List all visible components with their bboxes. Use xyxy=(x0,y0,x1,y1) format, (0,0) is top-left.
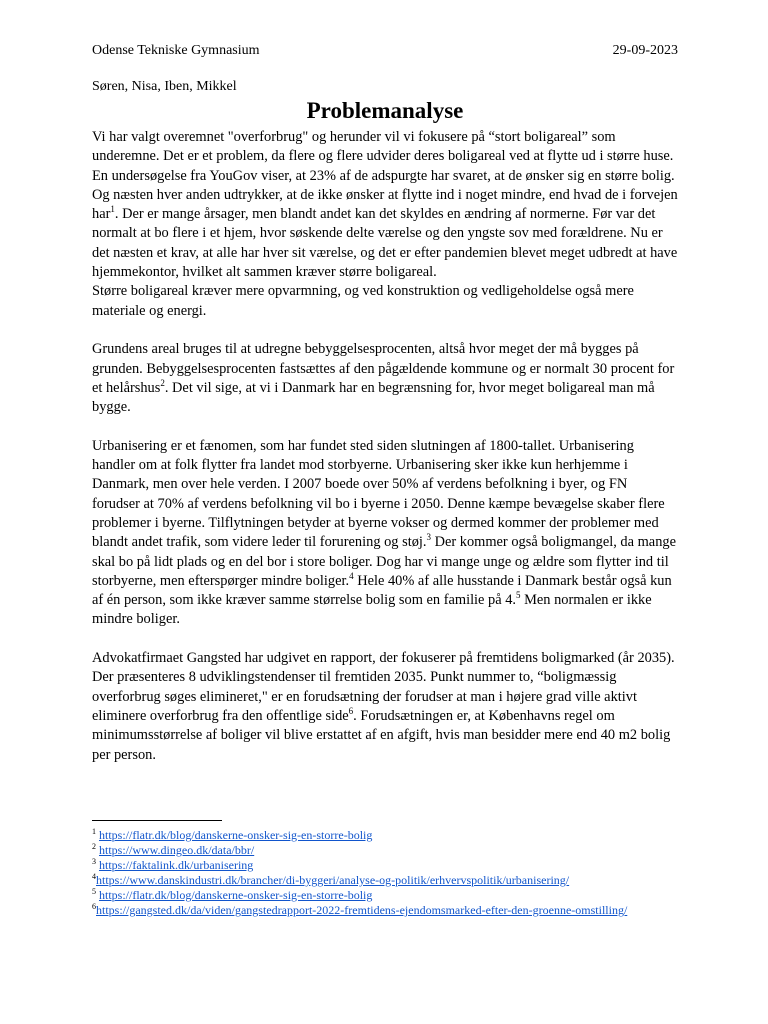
text-run: Men normalen er ikke mindre boliger. xyxy=(92,592,652,628)
school-name: Odense Tekniske Gymnasium xyxy=(92,43,260,58)
authors: Søren, Nisa, Iben, Mikkel xyxy=(92,79,237,94)
footnote-ref[interactable]: 2 xyxy=(160,378,165,389)
footnote-number: 1 xyxy=(92,827,96,836)
footnote-ref[interactable]: 5 xyxy=(516,590,521,601)
footnote-2 xyxy=(92,843,678,858)
footnote-6 xyxy=(92,903,678,918)
footnote-separator xyxy=(92,820,222,821)
text-run: Urbanisering er et fænomen, som har fundet sted siden slutningen af 1800-tallet. Urbanisering handler om at folk flytter fra landet mod storbyerne. Urbanisering sker ikke kun herhjemme i Danmark, men over hele verden. I 2007 boede over 50% af verdens befolkning i byer, og FN forudser at 70% af verdens befolkning vil bo i byerne i 2050. Denne kæmpe bevægelse skaber flere problemer i byerne. Tilflytningen betyder at byerne vokser og dermed kommer der problemer med blandt andet trafik, som videre leder til forurening og støj. xyxy=(92,437,665,551)
footnote-link[interactable]: https://www.danskindustri.dk/brancher/di-byggeri/analyse-og-politik/erhvervspolitik/urbanisering/ xyxy=(96,873,570,887)
text-run: Der kommer også boligmangel, da mange skal bo på lidt plads og en del bor i store boliger. Dog har vi mange unge og ældre som flytter ind til storbyerne, men efterspørger mindre boliger. xyxy=(92,534,676,589)
paragraph-3 xyxy=(92,340,678,417)
footnote-number: 2 xyxy=(92,842,96,851)
footnote-link[interactable]: https://flatr.dk/blog/danskerne-onsker-sig-en-storre-bolig xyxy=(99,828,373,842)
text-run: Hele 40% af alle husstande i Danmark består også kun af én person, som ikke kræver samme størrelse bolig som en familie på 4. xyxy=(92,572,672,609)
paragraph-2: Større boligareal kræver mere opvarmning, og ved konstruktion og vedligeholdelse også mere materiale og energi. xyxy=(92,283,634,319)
document-date: 29-09-2023 xyxy=(612,43,678,58)
footnote-4 xyxy=(92,873,678,888)
footnote-5 xyxy=(92,888,678,903)
footnote-link[interactable]: https://flatr.dk/blog/danskerne-onsker-sig-en-storre-bolig xyxy=(99,888,373,902)
text-run: Vi har valgt overemnet "overforbrug" og herunder vil vi fokusere på “stort boligareal” som underemne. Det er et problem, da flere og flere udvider deres boligareal ved at flytte ud i større huse. En undersøgelse fra YouGov viser, at 23% af de adspurgte har svaret, at de ønsker sig en større bolig. Og næsten hver anden udtrykker, at de ikke ønsker at flytte ind i noget mindre, end hvad de i forvejen har xyxy=(92,129,678,223)
text-run: . Forudsætningen er, at Københavns regel om minimumsstørrelse af boliger vil blive erstattet af en afgift, hvis man besidder mere end 40 m2 bolig per person. xyxy=(92,707,671,763)
paragraph-4 xyxy=(92,437,678,630)
paragraph-1 xyxy=(92,128,678,282)
footnote-ref[interactable]: 1 xyxy=(110,204,115,215)
footnote-ref[interactable]: 4 xyxy=(349,571,354,582)
footnote-number: 5 xyxy=(92,887,96,896)
footnote-number: 6 xyxy=(92,902,96,911)
text-run: Grundens areal bruges til at udregne bebyggelsesprocenten, altså hvor meget der må bygges på grunden. Bebyggelsesprocenten fastsættes af den pågældende kommune og er normalt 30 procent for et helårshus xyxy=(92,341,675,396)
text-run: Advokatfirmaet Gangsted har udgivet en rapport, der fokuserer på fremtidens boligmarked (år 2035). Der præsenteres 8 udviklingstendenser til fremtiden 2035. Punkt nummer to, “boligmæssig overforbrug søges elimineret," er en forudsætning der forudser at man i højere grad ville aktivt eliminere overforbrug fra den offentlige side xyxy=(92,650,675,724)
footnote-link[interactable]: https://www.dingeo.dk/data/bbr/ xyxy=(99,843,255,857)
footnote-number: 4 xyxy=(92,872,96,881)
footnotes xyxy=(92,828,678,918)
document-title: Problemanalyse xyxy=(306,98,464,123)
footnote-link[interactable]: https://gangsted.dk/da/viden/gangstedrapport-2022-fremtidens-ejendomsmarked-efter-den-groenne-omstilling/ xyxy=(96,903,628,917)
footnote-1 xyxy=(92,828,678,843)
footnote-link[interactable]: https://faktalink.dk/urbanisering xyxy=(99,858,254,872)
footnote-3 xyxy=(92,858,678,873)
paragraph-5 xyxy=(92,649,678,765)
document-body xyxy=(92,128,678,765)
footnote-ref[interactable]: 3 xyxy=(426,532,431,543)
footnote-ref[interactable]: 6 xyxy=(348,706,354,717)
text-run: . Der er mange årsager, men blandt andet kan det skyldes en ændring af normerne. Før var det normalt at bo flere i et hjem, hvor søskende delte værelse og den yngste sov med forældrene. Nu er det næsten et krav, at alle har hver sit værelse, og det er efter pandemien blevet meget udbredt at have hjemmekontor, hvilket alt sammen kræver større boligareal. xyxy=(92,206,678,281)
text-run: . Det vil sige, at vi i Danmark har en begrænsning for, hvor meget boligareal man må bygge. xyxy=(92,379,655,416)
footnote-number: 3 xyxy=(92,857,96,866)
